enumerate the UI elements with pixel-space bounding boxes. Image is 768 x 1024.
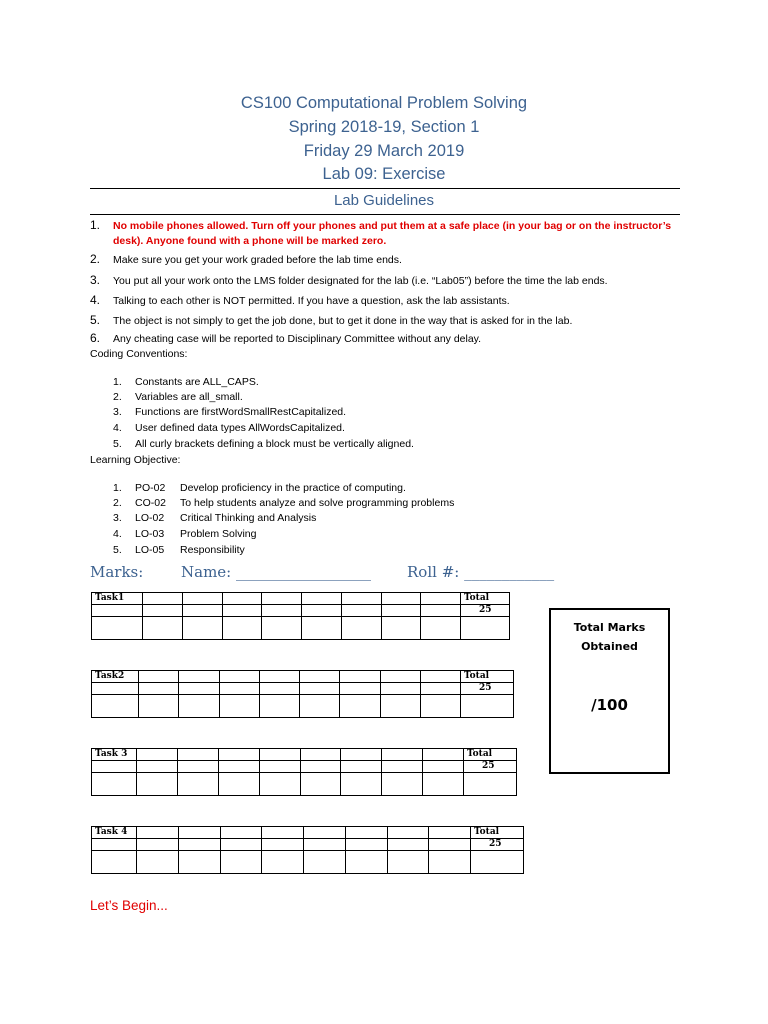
score-cell[interactable] — [300, 695, 340, 718]
term: Spring 2018-19, Section 1 — [288, 118, 480, 136]
total-score-cell[interactable] — [464, 773, 517, 796]
objective-item — [113, 544, 245, 556]
guideline-text: Make sure you get your work graded before the lab time ends. — [113, 254, 402, 266]
objective-text: Problem Solving — [180, 528, 257, 540]
guideline-text: Talking to each other is NOT permitted. If you have a question, ask the lab assistants. — [113, 295, 510, 307]
coding-item — [113, 422, 345, 434]
task-label: Task1 — [92, 593, 143, 605]
score-cell[interactable] — [139, 695, 179, 718]
task-label: Task 4 — [92, 827, 137, 839]
score-cell[interactable] — [179, 695, 219, 718]
guideline-item — [90, 219, 690, 249]
objective-number: 2. — [113, 497, 122, 509]
task4-marks-table — [91, 826, 524, 874]
objective-item — [113, 497, 454, 509]
objective-number: 4. — [113, 528, 122, 540]
score-cell[interactable] — [262, 617, 302, 640]
coding-text: Constants are ALL_CAPS. — [135, 376, 259, 388]
coding-number: 5. — [113, 438, 122, 450]
total-label: Total — [461, 671, 514, 683]
objective-item — [113, 528, 256, 540]
total-score-cell[interactable] — [461, 695, 514, 718]
coding-text: User defined data types AllWordsCapitalized. — [135, 422, 345, 434]
coding-number: 4. — [113, 422, 122, 434]
objective-code: LO-05 — [135, 544, 165, 556]
task2-marks-table — [91, 670, 514, 718]
score-cell[interactable] — [380, 695, 420, 718]
score-cell[interactable] — [420, 695, 460, 718]
total-max: 25 — [461, 605, 510, 617]
score-cell[interactable] — [137, 773, 178, 796]
divider-bottom — [90, 214, 680, 215]
score-cell[interactable] — [259, 773, 300, 796]
guideline-number: 5. — [90, 313, 101, 327]
task-label: Task 3 — [92, 749, 137, 761]
coding-item — [113, 376, 259, 388]
total-max: 25 — [471, 839, 524, 851]
coding-item — [113, 406, 346, 418]
marks-label: Marks: — [90, 563, 144, 581]
guideline-text: No mobile phones allowed. Turn off your phones and put them at a safe place (in your bag or on the instructor’s desk). Anyone found with a phone will be marked zero. — [113, 220, 672, 247]
name-field[interactable]: Name: __________________ — [181, 563, 371, 581]
objective-code: CO-02 — [135, 497, 166, 509]
score-cell[interactable] — [341, 773, 382, 796]
task3-marks-table — [91, 748, 517, 796]
lets-begin-text: Let’s Begin... — [90, 898, 168, 913]
coding-number: 2. — [113, 391, 122, 403]
score-cell[interactable] — [92, 617, 143, 640]
score-cell[interactable] — [423, 773, 464, 796]
total-label: Total — [461, 593, 510, 605]
objective-item — [113, 512, 316, 524]
coding-item — [113, 438, 414, 450]
score-cell[interactable] — [302, 617, 342, 640]
total-marks-title: Total Marks Obtained — [573, 621, 646, 653]
total-score-cell[interactable] — [471, 851, 524, 874]
score-cell[interactable] — [387, 851, 429, 874]
objective-code: LO-02 — [135, 512, 165, 524]
score-cell[interactable] — [382, 773, 423, 796]
total-max: 25 — [461, 683, 514, 695]
score-cell[interactable] — [345, 851, 387, 874]
guideline-number: 4. — [90, 293, 101, 307]
score-cell[interactable] — [220, 851, 262, 874]
objective-number: 1. — [113, 482, 122, 494]
objective-text: Responsibility — [180, 544, 245, 556]
score-cell[interactable] — [421, 617, 461, 640]
objective-code: PO-02 — [135, 482, 166, 494]
score-cell[interactable] — [177, 773, 218, 796]
coding-item — [113, 391, 243, 403]
score-cell[interactable] — [92, 773, 137, 796]
objective-item — [113, 482, 406, 494]
score-cell[interactable] — [218, 773, 259, 796]
guideline-number: 3. — [90, 273, 101, 287]
score-cell[interactable] — [262, 851, 304, 874]
coding-number: 3. — [113, 406, 122, 418]
score-cell[interactable] — [222, 617, 262, 640]
total-label: Total — [464, 749, 517, 761]
task1-marks-table — [91, 592, 510, 640]
coding-text: Variables are all_small. — [135, 391, 243, 403]
objective-number: 5. — [113, 544, 122, 556]
objective-text: Develop proficiency in the practice of computing. — [180, 482, 406, 494]
learning-objective-title: Learning Objective: — [90, 454, 181, 466]
score-cell[interactable] — [381, 617, 421, 640]
score-cell[interactable] — [137, 851, 179, 874]
guideline-number: 1. — [90, 218, 101, 232]
objective-text: Critical Thinking and Analysis — [180, 512, 317, 524]
coding-text: All curly brackets defining a block must be vertically aligned. — [135, 438, 414, 450]
guideline-number: 6. — [90, 331, 101, 345]
lab-date: Friday 29 March 2019 — [303, 142, 465, 160]
guideline-number: 2. — [90, 252, 101, 266]
score-cell[interactable] — [429, 851, 471, 874]
guidelines-title: Lab Guidelines — [333, 192, 435, 209]
objective-text: To help students analyze and solve programming problems — [180, 497, 455, 509]
score-cell[interactable] — [182, 617, 222, 640]
total-marks-box — [549, 608, 670, 774]
guideline-text: You put all your work onto the LMS folder designated for the lab (i.e. “Lab05”) before the time the lab ends. — [113, 275, 608, 287]
score-cell[interactable] — [92, 851, 137, 874]
course-title: CS100 Computational Problem Solving — [240, 94, 528, 112]
objective-number: 3. — [113, 512, 122, 524]
coding-text: Functions are firstWordSmallRestCapitalized. — [135, 406, 347, 418]
score-cell[interactable] — [340, 695, 380, 718]
roll-number-field[interactable]: Roll #: ____________ — [407, 563, 555, 581]
score-cell[interactable] — [304, 851, 346, 874]
total-score-cell[interactable] — [461, 617, 510, 640]
score-cell[interactable] — [300, 773, 341, 796]
objective-code: LO-03 — [135, 528, 165, 540]
guideline-text: Any cheating case will be reported to Disciplinary Committee without any delay. — [113, 333, 482, 345]
task-label: Task2 — [92, 671, 139, 683]
score-cell[interactable] — [178, 851, 220, 874]
lab-title: Lab 09: Exercise — [322, 165, 446, 183]
score-cell[interactable] — [92, 695, 139, 718]
score-cell[interactable] — [143, 617, 183, 640]
score-cell[interactable] — [259, 695, 299, 718]
total-marks-score: /100 — [591, 696, 628, 714]
divider-top — [90, 188, 680, 189]
score-cell[interactable] — [219, 695, 259, 718]
coding-number: 1. — [113, 376, 122, 388]
total-max: 25 — [464, 761, 517, 773]
score-cell[interactable] — [341, 617, 381, 640]
coding-conventions-title: Coding Conventions: — [90, 348, 188, 360]
guideline-text: The object is not simply to get the job done, but to get it done in the way that is asked for in the lab. — [113, 315, 573, 327]
total-label: Total — [471, 827, 524, 839]
